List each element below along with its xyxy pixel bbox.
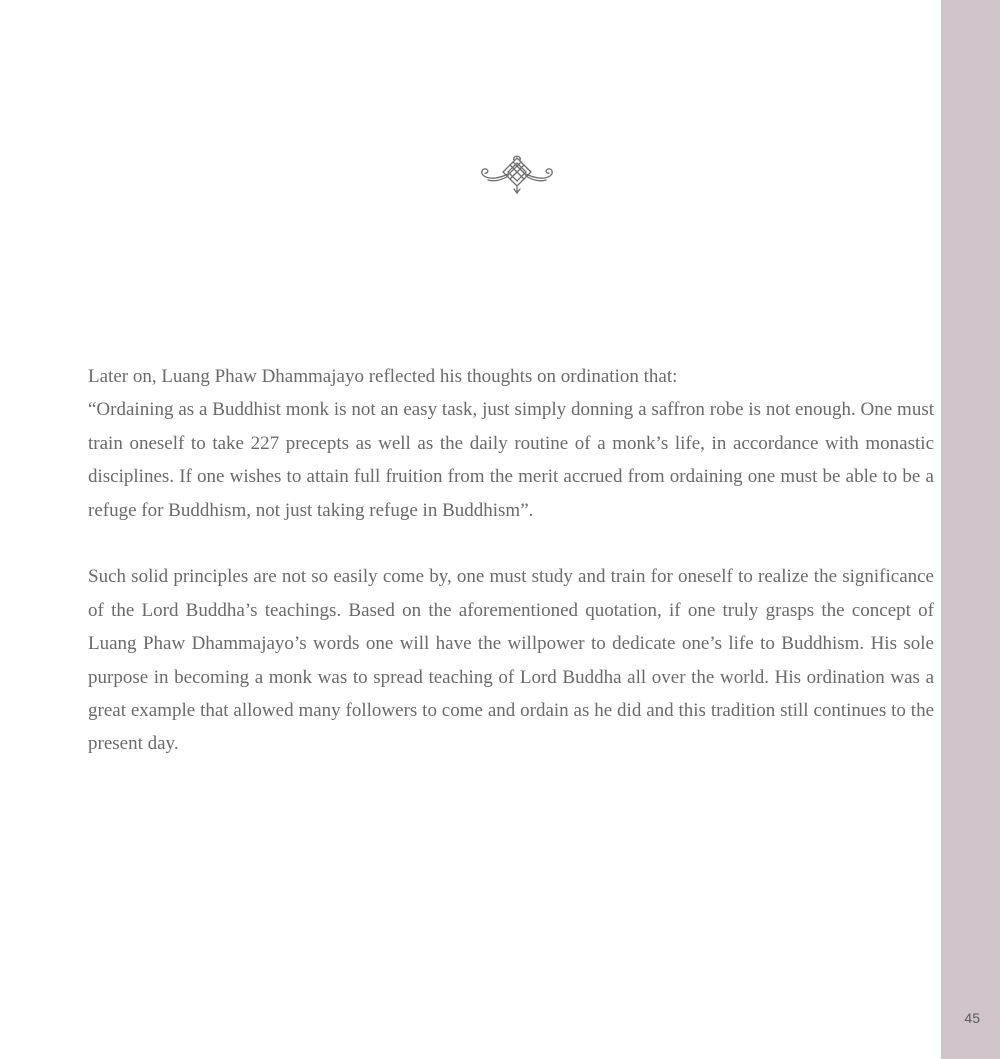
body-text [88,360,934,761]
commentary-paragraph: Such solid principles are not so easily come by, one must study and train for oneself to realize the significance of the Lord Buddha’s teachings. Based on the aforementioned quotation, if one truly grasps the concept of Luang Phaw Dhammajayo’s words one will have the willpower to dedicate one’s life to Buddhism. His sole purpose in becoming a monk was to spread teaching of Lord Buddha all over the world. His ordination was a great example that allowed many followers to come and ordain as he did and this tradition still continues to the present day. [88,566,934,755]
intro-line: Later on, Luang Phaw Dhammajayo reflected his thoughts on ordination that: [88,366,678,387]
endless-knot-flourish-icon [478,154,556,196]
page-number: 45 [964,1010,980,1026]
side-margin-band [941,0,1000,1059]
quotation-paragraph: “Ordaining as a Buddhist monk is not an easy task, just simply donning a saffron robe is not enough. One must train oneself to take 227 precepts as well as the daily routine of a monk’s life, in accordance with monastic disciplines. If one wishes to attain full fruition from the merit accrued from ordaining one must be able to be a refuge for Buddhism, not just taking refuge in Buddhism”. [88,399,934,521]
